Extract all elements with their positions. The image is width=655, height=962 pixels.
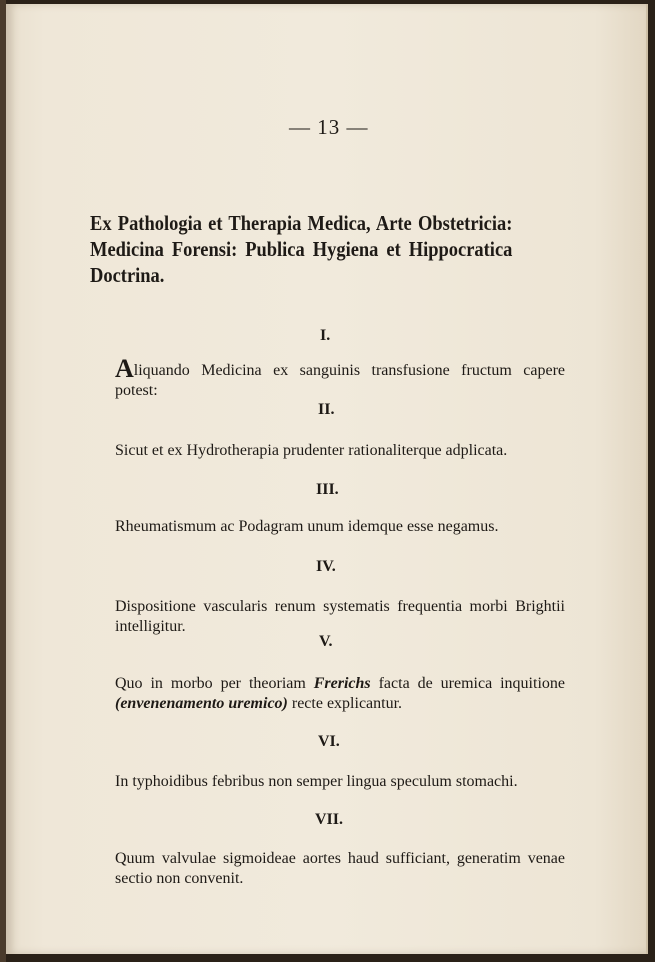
section-heading: Ex Pathologia et Therapia Medica, Arte Obstetricia: Medicina Forensi: Publica Hygiena et Hippocratica Doctrina. [90,211,513,287]
thesis-text-7: Quum valvulae sigmoideae aortes haud sufficiant, generatim venae sectio non convenit. [115,850,565,887]
thesis-numeral-2: II. [318,401,335,418]
thesis-text-5-part2: facta de uremica inquitione [370,675,565,692]
thesis-numeral-4: IV. [316,558,336,575]
thesis-text-5-part3: recte explicantur. [287,695,403,712]
thesis-numeral-3: III. [316,481,339,498]
page-number: — 13 — [289,115,369,139]
thesis-text-1-body: liquando Medicina ex sanguinis transfusione fructum capere potest: [115,362,565,399]
thesis-numeral-5: V. [319,633,333,650]
thesis-numeral-7: VII. [315,811,344,828]
author-name-italic: Frerichs [313,675,371,692]
thesis-text-3: Rheumatismum ac Podagram unum idemque esse negamus. [115,518,499,535]
parenthetical-italic: (envenenamento uremico) [115,695,288,712]
thesis-text-2: Sicut et ex Hydrotherapia prudenter rationaliterque adplicata. [115,442,508,459]
thesis-text-6: In typhoidibus febribus non semper lingua speculum stomachi. [115,773,518,790]
thesis-text-1 [115,354,565,401]
thesis-numeral-6: VI. [318,733,340,750]
thesis-text-5 [115,674,565,714]
thesis-numeral-1: I. [320,327,331,344]
drop-capital: A [115,354,134,383]
thesis-text-4: Dispositione vascularis renum systematis frequentia morbi Brightii intelligitur. [115,598,565,635]
thesis-text-5-part1: Quo in morbo per theoriam [115,675,314,692]
